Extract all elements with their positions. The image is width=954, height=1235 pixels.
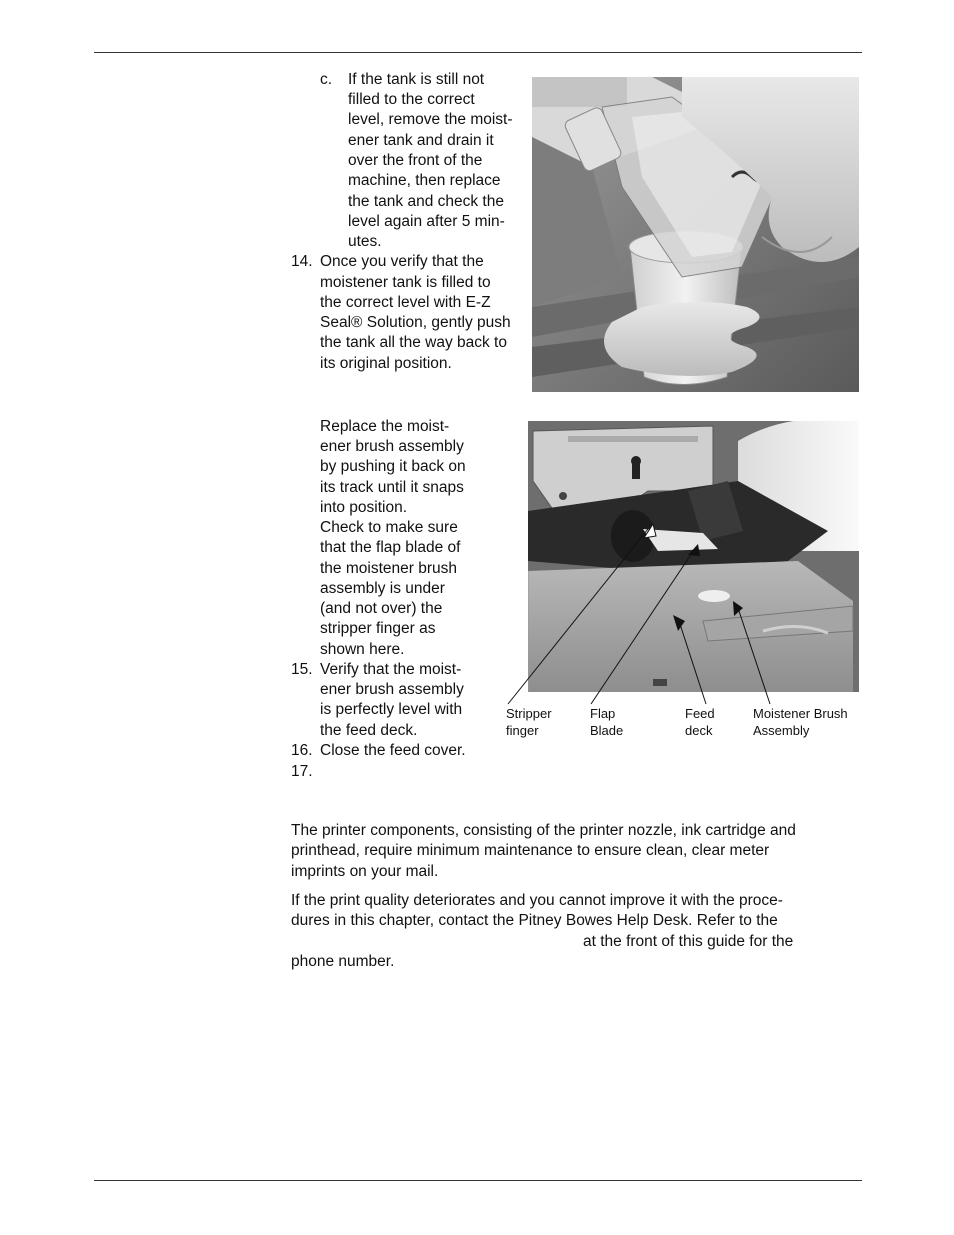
moistener-tank-photo: [532, 77, 859, 392]
callout-moistener-brush-assembly: [753, 705, 848, 739]
step-14b-line: assembly is under: [320, 580, 445, 597]
step-14b-line: into position.: [320, 499, 408, 516]
step-14b-line: its track until it snaps: [320, 479, 464, 496]
step-14b-line: the moistener brush: [320, 560, 457, 577]
callout-line: Feed: [685, 706, 715, 721]
step-c-line: filled to the correct: [348, 91, 475, 108]
step-14b-line: that the flap blade of: [320, 539, 461, 556]
header-rule: [94, 52, 862, 53]
callout-line: Moistener Brush: [753, 706, 848, 721]
step-16-text: Close the feed cover.: [320, 742, 466, 759]
paragraph-line: printhead, require minimum maintenance to ensure clean, clear meter: [291, 842, 770, 860]
callout-feed-deck: [685, 705, 715, 739]
step-14b-line: stripper finger as: [320, 620, 436, 637]
print-quality-paragraph: [291, 891, 861, 972]
step-14b-line: ener brush assembly: [320, 438, 464, 455]
step-14b-line: shown here.: [320, 641, 405, 658]
step-14-marker: 14.: [291, 253, 313, 270]
callout-line: Flap: [590, 706, 616, 721]
paragraph-line: phone number.: [291, 952, 395, 970]
callout-flap-blade: [590, 705, 623, 739]
printer-components-paragraph: [291, 821, 861, 882]
step-c-line: utes.: [348, 233, 382, 250]
callout-line: Assembly: [753, 723, 810, 738]
step-14b-line: Check to make sure: [320, 519, 458, 536]
step-c-line: level, remove the moist-: [348, 111, 513, 128]
step-14-line: its original position.: [320, 355, 452, 372]
step-c-marker: c.: [320, 71, 333, 88]
callout-line: Blade: [590, 723, 624, 738]
step-14b-line: Replace the moist-: [320, 418, 450, 435]
paragraph-line: dures in this chapter, contact the Pitney Bowes Help Desk. Refer to the: [291, 912, 778, 930]
step-14-line: Once you verify that the: [320, 253, 484, 270]
step-16-marker: 16.: [291, 742, 313, 759]
step-14-line: moistener tank is filled to: [320, 274, 491, 291]
step-17-marker: 17.: [291, 763, 313, 780]
paragraph-line: imprints on your mail.: [291, 862, 439, 880]
paragraph-line: If the print quality deteriorates and you cannot improve it with the proce-: [291, 892, 783, 909]
callout-line: finger: [506, 723, 539, 738]
step-14-line: the correct level with E-Z: [320, 294, 491, 311]
step-14b-line: (and not over) the: [320, 600, 443, 617]
callout-stripper-finger: [506, 705, 552, 739]
step-c-line: the tank and check the: [348, 193, 504, 210]
step-c-line: level again after 5 min-: [348, 213, 505, 230]
step-c-line: over the front of the: [348, 152, 483, 169]
paragraph-line: at the front of this guide for the: [583, 932, 794, 950]
callout-line: deck: [685, 723, 713, 738]
step-14-line: Seal® Solution, gently push: [320, 314, 511, 331]
step-15-line: is perfectly level with: [320, 701, 463, 718]
moistener-brush-photo: [528, 421, 859, 692]
step-15-line: the feed deck.: [320, 722, 418, 739]
step-15-line: ener brush assembly: [320, 681, 464, 698]
paragraph-line: The printer components, consisting of the printer nozzle, ink cartridge and: [291, 822, 796, 839]
step-c-line: If the tank is still not: [348, 71, 485, 88]
step-c-line: ener tank and drain it: [348, 132, 494, 149]
step-c-line: machine, then replace: [348, 172, 501, 189]
step-14-line: the tank all the way back to: [320, 334, 507, 351]
footer-rule: [94, 1180, 862, 1181]
step-15-marker: 15.: [291, 661, 313, 678]
step-14b-line: by pushing it back on: [320, 458, 466, 475]
step-15-line: Verify that the moist-: [320, 661, 462, 678]
callout-line: Stripper: [506, 706, 552, 721]
